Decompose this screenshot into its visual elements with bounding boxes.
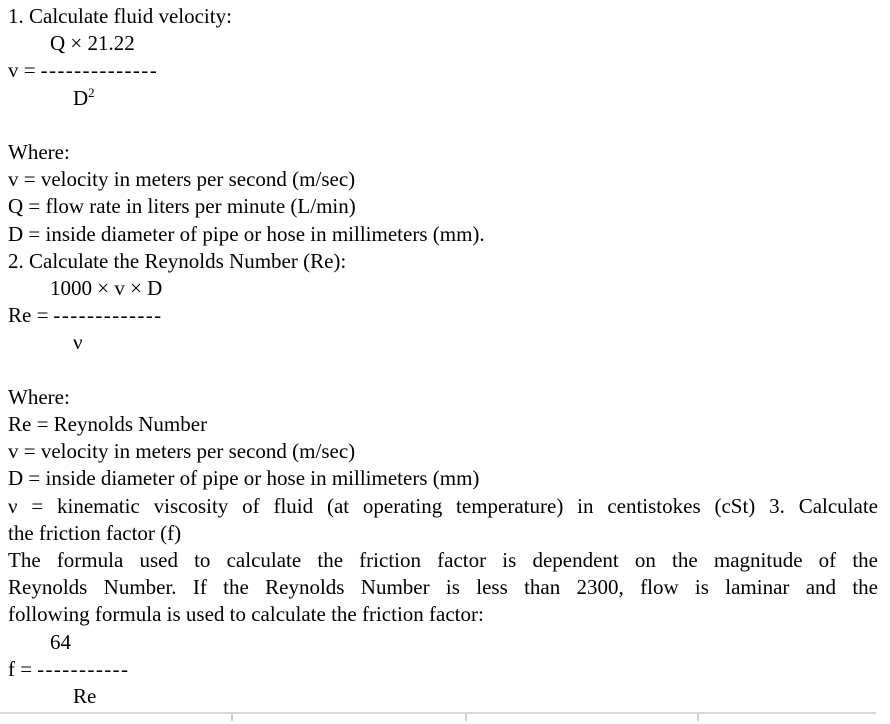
formula1-numerator: Q × 21.22 — [50, 31, 135, 56]
blank-line — [8, 357, 878, 384]
step3-paragraph-line3: following formula is used to calculate the friction factor: — [8, 602, 484, 627]
where2-label: Where: — [8, 384, 70, 409]
where1-label: Where: — [8, 140, 70, 164]
formula2-numerator: 1000 × v × D — [50, 276, 163, 301]
step3-paragraph-line2: Reynolds Number. If the Reynolds Number is less than 2300, flow is laminar and the — [8, 575, 878, 600]
table-column-border-tick — [465, 714, 467, 721]
step3-heading-continuation: the friction factor (f) — [8, 520, 182, 545]
where1-def-velocity: v = velocity in meters per second (m/sec) — [8, 167, 356, 192]
formula3-fraction-bar: ----------- — [37, 656, 130, 681]
table-top-border — [0, 712, 876, 714]
table-column-border-tick — [697, 714, 699, 721]
formula3-denominator: Re — [73, 684, 97, 709]
where1-def-flowrate: Q = flow rate in liters per minute (L/min) — [8, 194, 356, 219]
blank-line — [8, 112, 878, 139]
formula3-numerator: 64 — [50, 629, 71, 654]
where2-def-diameter: D = inside diameter of pipe or hose in millimeters (mm) — [8, 466, 480, 491]
formula1-fraction-bar: -------------- — [40, 58, 159, 83]
formula1-den-exponent: 2 — [88, 84, 95, 100]
formula3-main — [8, 656, 878, 683]
where2-def-velocity: v = velocity in meters per second (m/sec) — [8, 439, 356, 464]
formula1-main — [8, 57, 878, 84]
step3-paragraph-line1: The formula used to calculate the friction factor is dependent on the magnitude of the — [8, 548, 878, 573]
formula2-lhs: Re = — [8, 303, 49, 328]
formula2-fraction-bar: ------------- — [53, 303, 163, 328]
formula2-denominator: ν — [73, 330, 83, 355]
formula3-lhs: f = — [8, 656, 33, 681]
step2-heading: 2. Calculate the Reynolds Number (Re): — [8, 248, 347, 273]
formula1-denominator — [8, 85, 878, 112]
formula1-lhs: v = — [8, 58, 36, 83]
step1-heading: 1. Calculate fluid velocity: — [8, 4, 232, 28]
where2-def-reynolds: Re = Reynolds Number — [8, 412, 208, 437]
formula2-main — [8, 302, 878, 329]
formula1-den-base: D — [73, 85, 89, 110]
table-column-border-tick — [231, 714, 233, 721]
where1-def-diameter: D = inside diameter of pipe or hose in millimeters (mm). — [8, 221, 485, 246]
step3-viscosity-def-and-heading: ν = kinematic viscosity of fluid (at operating temperature) in centistokes (cSt) 3. Calculate — [8, 493, 878, 518]
